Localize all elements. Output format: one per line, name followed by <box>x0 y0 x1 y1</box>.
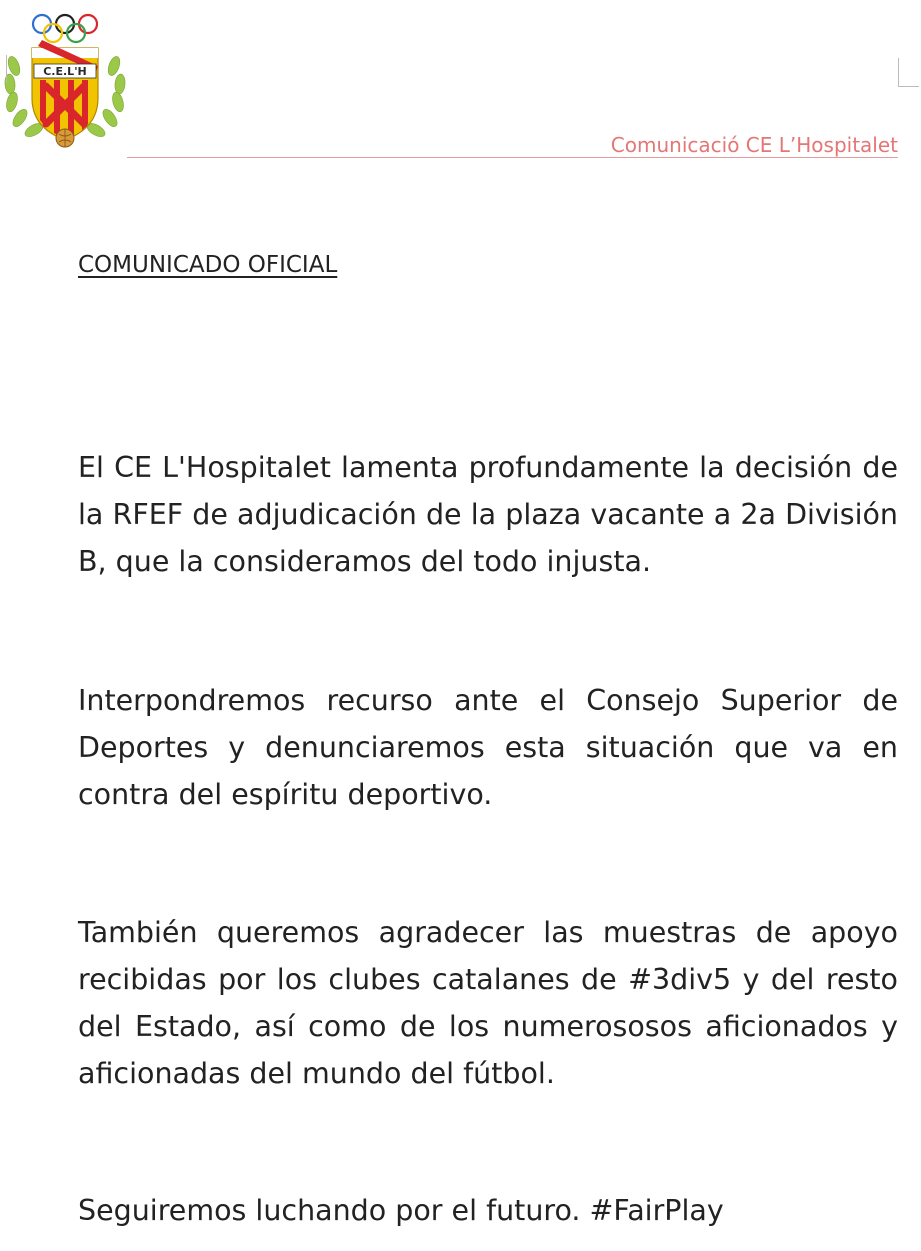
header-divider <box>127 157 898 158</box>
document-title: COMUNICADO OFICIAL <box>78 252 338 278</box>
svg-text:C.E.L'H: C.E.L'H <box>43 65 87 78</box>
page-corner-mark-left <box>0 55 7 83</box>
header-title: Comunicació CE L’Hospitalet <box>610 133 898 157</box>
paragraph-appeal: Interpondremos recurso ante el Consejo Superior de Deportes y denunciaremos esta situación que va en contra del espíritu deportivo. <box>78 684 898 811</box>
paragraph-closing: Seguiremos luchando por el futuro. #FairPlay <box>78 1194 724 1227</box>
club-crest-icon <box>2 6 130 156</box>
paragraph-thanks: También queremos agradecer las muestras de apoyo recibidas por los clubes catalanes de #3div5 y del resto del Estado, así como de los numerososos aficionados y aficionadas del mundo del fútbol. <box>78 916 898 1090</box>
football-icon <box>56 129 74 147</box>
page-corner-mark-right <box>898 58 919 87</box>
olympic-rings-icon <box>33 15 97 42</box>
paragraph-decision: El CE L'Hospitalet lamenta profundamente la decisión de la RFEF de adjudicación de la plaza vacante a 2a División B, que la consideramos del todo injusta. <box>78 451 898 578</box>
